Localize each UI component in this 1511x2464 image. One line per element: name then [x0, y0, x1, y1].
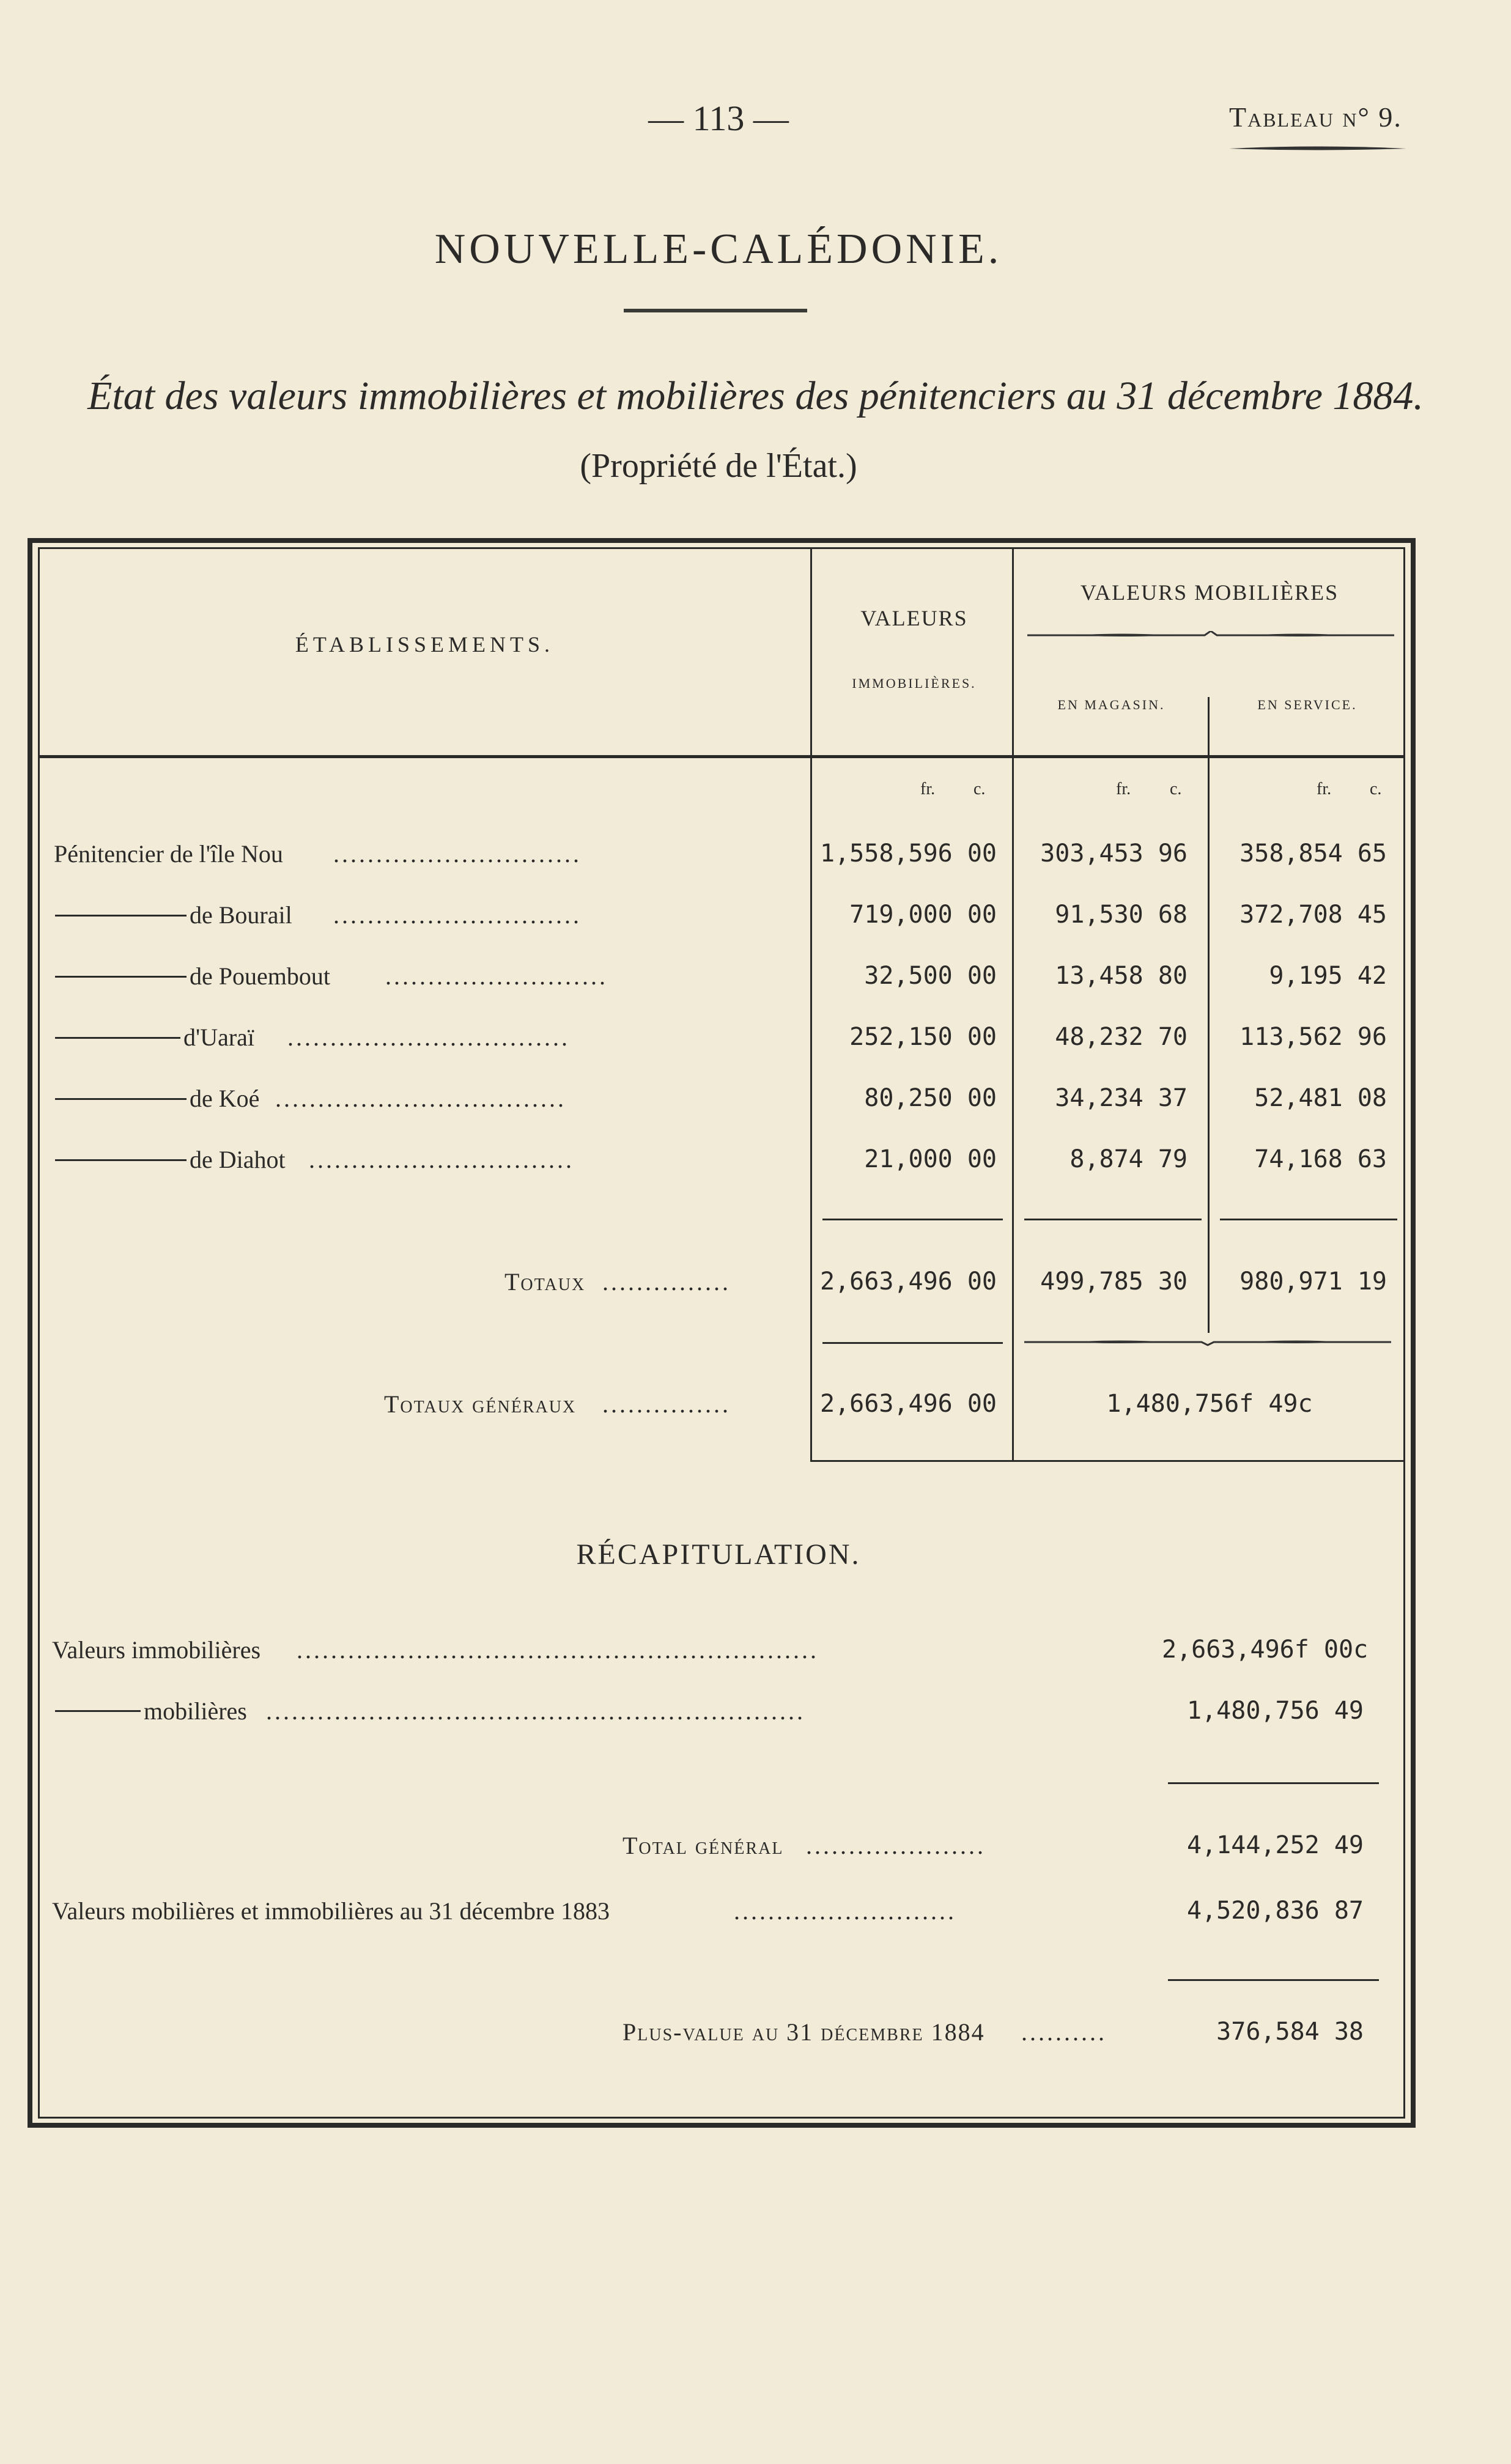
ditto-dash	[55, 1037, 180, 1039]
cell-immo: 719,000 00	[849, 901, 997, 929]
totaux-generaux-immo: 2,663,496 00	[820, 1390, 997, 1418]
header-valeurs-mobilieres: VALEURS MOBILIÈRES	[1080, 580, 1339, 605]
row-label-bourail: de Bourail	[190, 901, 292, 929]
ditto-dash	[55, 1710, 141, 1712]
recap-diff-rule	[1168, 1979, 1379, 1981]
row-label-uarai: d'Uaraï	[183, 1024, 255, 1051]
unit-fr-service: fr.	[1317, 780, 1332, 799]
row-label-diahot: de Diahot	[190, 1146, 286, 1173]
cell-magasin: 8,874 79	[1070, 1145, 1188, 1173]
leader-dots: .................................	[287, 1024, 570, 1051]
cell-service: 113,562 96	[1239, 1023, 1387, 1051]
ditto-dash	[55, 976, 187, 978]
tableau-swash-rule	[1229, 146, 1406, 152]
totaux-magasin: 499,785 30	[1040, 1267, 1188, 1296]
cell-magasin: 303,453 96	[1040, 839, 1188, 868]
tableau-reference: Tableau n° 9.	[1229, 101, 1402, 133]
unit-fr-magasin: fr.	[1116, 780, 1131, 799]
header-immobilieres: IMMOBILIÈRES.	[852, 676, 977, 691]
page-title: NOUVELLE-CALÉDONIE.	[434, 226, 1003, 273]
recap-plus-value-label: Plus-value au 31 décembre 1884	[623, 2018, 985, 2046]
leader-dots: ...............................	[309, 1146, 574, 1173]
unit-c-immo: c.	[973, 780, 986, 799]
totaux-generaux-rule	[822, 1342, 1003, 1344]
recap-1883-label: Valeurs mobilières et immobilières au 31 décembre 1883	[52, 1897, 610, 1925]
unit-fr-immo: fr.	[920, 780, 936, 799]
propriete-note: (Propriété de l'État.)	[580, 447, 857, 485]
leader-dots: ..........................	[734, 1897, 956, 1925]
table-block-bottom	[810, 1460, 1405, 1462]
recap-sum-rule	[1168, 1782, 1379, 1784]
leader-dots: .............................	[333, 901, 582, 929]
cell-magasin: 48,232 70	[1055, 1023, 1188, 1051]
cell-immo: 1,558,596 00	[820, 839, 997, 868]
leader-dots: ..........	[1021, 2018, 1107, 2046]
row-label-koe: de Koé	[190, 1085, 260, 1112]
row-label-pouembout: de Pouembout	[190, 962, 330, 990]
totaux-rule	[1220, 1219, 1397, 1220]
col-divider-service	[1208, 697, 1210, 1333]
mobilieres-swash-rule	[1027, 631, 1394, 640]
header-valeurs: VALEURS	[860, 606, 968, 630]
unit-c-magasin: c.	[1170, 780, 1182, 799]
cell-magasin: 13,458 80	[1055, 962, 1188, 990]
recap-plus-value-value: 376,584 38	[1216, 2018, 1364, 2046]
header-en-magasin: EN MAGASIN.	[1057, 697, 1166, 712]
title-rule	[624, 309, 807, 312]
cell-service: 9,195 42	[1269, 962, 1387, 990]
recap-valeurs-immo-label: Valeurs immobilières	[52, 1636, 261, 1664]
table-frame-inner	[38, 547, 1405, 2119]
cell-immo: 32,500 00	[864, 962, 997, 990]
ditto-dash	[55, 915, 187, 917]
recap-1883-value: 4,520,836 87	[1187, 1897, 1364, 1925]
totaux-service: 980,971 19	[1239, 1267, 1387, 1296]
totaux-generaux-swash	[1024, 1338, 1391, 1346]
cell-immo: 80,250 00	[864, 1084, 997, 1112]
totaux-generaux-label: Totaux généraux	[384, 1390, 577, 1418]
recap-title: RÉCAPITULATION.	[576, 1538, 861, 1571]
totaux-generaux-mobilieres: 1,480,756f 49c	[1106, 1390, 1313, 1418]
totaux-rule	[1024, 1219, 1202, 1220]
cell-service: 372,708 45	[1239, 901, 1387, 929]
leader-dots: ...............	[602, 1268, 731, 1296]
recap-mobilieres-label: mobilières	[144, 1697, 247, 1725]
cell-magasin: 91,530 68	[1055, 901, 1188, 929]
leader-dots: .............................	[333, 840, 582, 868]
leader-dots: ..................................	[275, 1085, 566, 1112]
cell-immo: 252,150 00	[849, 1023, 997, 1051]
header-establishments: ÉTABLISSEMENTS.	[295, 632, 555, 657]
unit-c-service: c.	[1370, 780, 1382, 799]
col-divider-immo	[810, 547, 812, 1461]
table-subtitle: État des valeurs immobilières et mobilières des pénitenciers au 31 décembre 1884.	[87, 374, 1424, 418]
recap-valeurs-immo-value: 2,663,496f 00c	[1162, 1636, 1369, 1664]
leader-dots: ..........................	[385, 962, 608, 990]
totaux-label: Totaux	[504, 1268, 586, 1296]
leader-dots: .............................................................	[297, 1636, 819, 1664]
totaux-immo: 2,663,496 00	[820, 1267, 997, 1296]
row-label-ile-nou: Pénitencier de l'île Nou	[54, 840, 283, 868]
ditto-dash	[55, 1159, 187, 1161]
ditto-dash	[55, 1098, 187, 1100]
cell-service: 74,168 63	[1254, 1145, 1387, 1173]
cell-service: 52,481 08	[1254, 1084, 1387, 1112]
cell-immo: 21,000 00	[864, 1145, 997, 1173]
leader-dots: ...............	[602, 1390, 731, 1418]
recap-mobilieres-value: 1,480,756 49	[1187, 1697, 1364, 1725]
recap-total-general-value: 4,144,252 49	[1187, 1831, 1364, 1859]
leader-dots: .....................	[806, 1832, 986, 1859]
cell-magasin: 34,234 37	[1055, 1084, 1188, 1112]
header-rule	[38, 755, 1405, 758]
header-en-service: EN SERVICE.	[1257, 697, 1358, 712]
page-number: — 113 —	[648, 98, 789, 138]
totaux-rule	[822, 1219, 1003, 1220]
leader-dots: ...............................................................	[266, 1697, 805, 1725]
recap-total-general-label: Total général	[623, 1832, 784, 1859]
cell-service: 358,854 65	[1239, 839, 1387, 868]
